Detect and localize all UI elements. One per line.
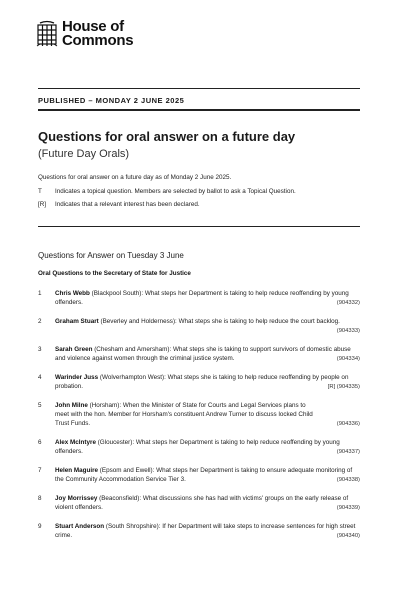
question-item bbox=[38, 438, 360, 458]
published-rule bbox=[38, 109, 360, 111]
question-reference: (904338) bbox=[336, 477, 360, 483]
question-item bbox=[38, 345, 360, 365]
question-text: What steps she is taking to support survivors of domestic abuse and violence against women through the criminal justice system. bbox=[55, 346, 351, 362]
intro-text: Questions for oral answer on a future day as of Monday 2 June 2025. bbox=[38, 174, 232, 181]
member-name: Alex McIntyre bbox=[55, 439, 96, 446]
logo-line-1: House of bbox=[62, 18, 124, 35]
constituency: (Epsom and Ewell): bbox=[99, 467, 155, 474]
question-reference: (904334) bbox=[336, 356, 360, 362]
question-number: 3 bbox=[38, 346, 42, 353]
question-number: 1 bbox=[38, 290, 42, 297]
portcullis-icon bbox=[36, 20, 58, 48]
section-subheading: Oral Questions to the Secretary of State for Justice bbox=[38, 270, 191, 277]
top-rule bbox=[38, 88, 360, 89]
logo-line-2: Commons bbox=[62, 32, 134, 49]
question-item bbox=[38, 317, 360, 337]
member-name: Helen Maguire bbox=[55, 467, 99, 474]
member-name: Joy Morrissey bbox=[55, 495, 98, 502]
member-name: Warinder Juss bbox=[55, 374, 99, 381]
section-heading: Questions for Answer on Tuesday 3 June bbox=[38, 251, 184, 260]
constituency: (Blackpool South): bbox=[91, 290, 144, 297]
question-item bbox=[38, 289, 360, 309]
question-reference: (904337) bbox=[336, 449, 360, 455]
house-of-commons-logo bbox=[36, 20, 133, 48]
member-name: Stuart Anderson bbox=[55, 523, 105, 530]
question-item bbox=[38, 522, 360, 542]
page-title: Questions for oral answer on a future day bbox=[38, 129, 296, 144]
question-text: What discussions she has had with victims' groups on the early release of violent offenders. bbox=[55, 495, 349, 511]
question-text: When the Minister of State for Courts and Legal Services plans to meet with the hon. Member for Horsham's constituent Andrew Turner to discuss locked Child Trust Funds. bbox=[55, 402, 313, 427]
legend-key: [R] bbox=[38, 201, 47, 208]
question-number: 7 bbox=[38, 467, 42, 474]
question-text: What steps she is taking to help reduce the court backlog. bbox=[178, 318, 340, 325]
constituency: (Chesham and Amersham): bbox=[94, 346, 172, 353]
question-reference: (904339) bbox=[336, 505, 360, 511]
question-text: If her Department will take steps to increase sentences for high street crime. bbox=[55, 523, 356, 539]
question-reference: (904332) bbox=[336, 300, 360, 306]
constituency: (Beverley and Holderness): bbox=[100, 318, 177, 325]
legend-text: Indicates that a relevant interest has been declared. bbox=[55, 201, 200, 208]
constituency: (Gloucester): bbox=[97, 439, 135, 446]
question-text: What steps she is taking to help reduce reoffending by people on probation. bbox=[55, 374, 349, 390]
constituency: (Beaconsfield): bbox=[99, 495, 142, 502]
question-reference: (904340) bbox=[336, 533, 360, 539]
question-number: 8 bbox=[38, 495, 42, 502]
legend-text: Indicates a topical question. Members are selected by ballot to ask a Topical Question. bbox=[55, 188, 296, 195]
question-text: What steps her Department is taking to help reduce reoffending by young offenders. bbox=[55, 439, 340, 455]
question-number: 9 bbox=[38, 523, 42, 530]
constituency: (Horsham): bbox=[89, 402, 122, 409]
question-item bbox=[38, 466, 360, 486]
section-rule bbox=[38, 226, 360, 227]
question-reference: (904336) bbox=[336, 421, 360, 427]
member-name: Sarah Green bbox=[55, 346, 93, 353]
question-item bbox=[38, 494, 360, 514]
page-subtitle: (Future Day Orals) bbox=[38, 148, 130, 160]
question-number: 6 bbox=[38, 439, 42, 446]
question-text: What steps her Department is taking to ensure adequate monitoring of the Community Accommodation Service Tier 3. bbox=[55, 467, 353, 483]
legend-key: T bbox=[38, 188, 42, 195]
question-item bbox=[38, 401, 360, 430]
question-number: 2 bbox=[38, 318, 42, 325]
constituency: (South Shropshire): bbox=[105, 523, 161, 530]
member-name: Graham Stuart bbox=[55, 318, 99, 325]
legend-interest bbox=[38, 201, 200, 209]
question-item bbox=[38, 373, 360, 393]
question-number: 4 bbox=[38, 374, 42, 381]
member-name: John Milne bbox=[55, 402, 88, 409]
question-reference: [R] (904335) bbox=[327, 384, 360, 390]
published-date: PUBLISHED – MONDAY 2 JUNE 2025 bbox=[38, 96, 185, 105]
question-text: What steps her Department is taking to help reduce reoffending by young offenders. bbox=[55, 290, 349, 306]
legend-topical bbox=[38, 188, 296, 196]
constituency: (Wolverhampton West): bbox=[99, 374, 166, 381]
question-number: 5 bbox=[38, 402, 42, 409]
member-name: Chris Webb bbox=[55, 290, 90, 297]
question-reference: (904333) bbox=[336, 328, 360, 334]
